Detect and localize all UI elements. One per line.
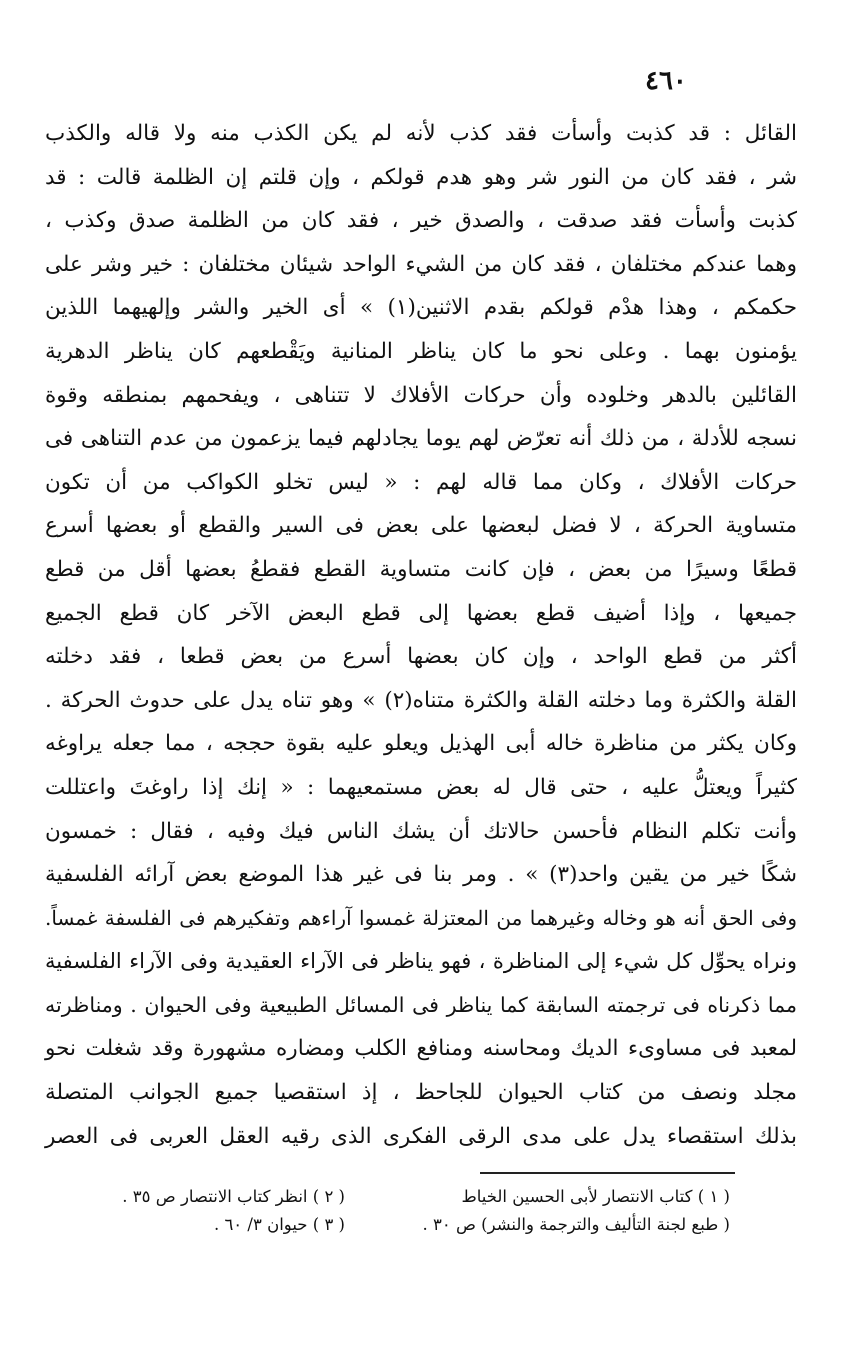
text-line: بذلك استقصاء يدل على مدى الرقى الفكرى الذى رقيه العقل العربى فى العصر bbox=[45, 1123, 797, 1149]
text-line: كثيراً ويعتلُّ عليه ، حتى قال له بعض مستمعيهما : « إنك إذا راوغتَ واعتللت bbox=[45, 774, 797, 800]
text-line: شر ، فقد كان من النور شر وهو هدم قولكم ، وإن قلتم إن الظلمة قالت : قد bbox=[45, 164, 797, 190]
text-line: حركات الأفلاك ، وكان مما قاله لهم : « ليس تخلو الكواكب من أن تكون bbox=[45, 469, 797, 495]
footnotes bbox=[70, 1183, 730, 1253]
text-line: حكمكم ، وهذا هدْم قولكم بقدم الاثنين(١) » أى الخير والشر وإلهيهما اللذين bbox=[45, 295, 797, 321]
text-line: وكان يكثر من مناظرة خاله أبى الهذيل ويعلو عليه بقوة حججه ، مما جعله يراوغه bbox=[45, 731, 797, 757]
text-line: كذبت وأسأت فقد صدقت ، والصدق خير ، فقد كان من الظلمة صدق وكذب ، bbox=[45, 208, 797, 234]
footnote-line: ( ١ ) كتاب الانتصار لأبى الحسين الخياط bbox=[461, 1187, 730, 1206]
text-line: نسجه للأدلة ، من ذلك أنه تعرّض لهم يوما يجادلهم فيما يزعمون من عدم التناهى فى bbox=[45, 426, 797, 452]
text-line: لمعبد فى مساوىء الديك ومحاسنه ومنافع الكلب ومضاره مشهورة وقد شغلت نحو bbox=[45, 1036, 797, 1062]
text-line: القائل : قد كذبت وأسأت فقد كذب لأنه لم يكن الكذب منه ولا قاله والكذب bbox=[45, 121, 797, 146]
text-line: ونراه يحوِّل كل شيء إلى المناظرة ، فهو يناظر فى الآراء العقيدية وفى الآراء الفلسفية bbox=[45, 949, 797, 974]
footnote-line: ( ٢ ) انظر كتاب الانتصار ص ٣٥ . bbox=[122, 1187, 345, 1206]
text-line: يؤمنون بهما . وعلى نحو ما كان يناظر المنانية ويَقْطعهم كان يناظر الدهرية bbox=[45, 338, 797, 364]
text-line: جميعها ، وإذا أضيف قطع بعضها إلى قطع البعض الآخر كان قطع الجميع bbox=[45, 600, 797, 626]
text-line: متساوية الحركة ، لا فضل لبعضها على بعض فى السير والقطع أو بعضها أسرع bbox=[45, 513, 797, 539]
text-line: مما ذكرناه فى ترجمته السابقة كما يناظر فى المسائل الطبيعية وفى الحيوان . ومناظرته bbox=[45, 992, 797, 1017]
main-text bbox=[45, 112, 797, 1158]
footnote-line: ( ٣ ) حيوان ٣/ ٦٠ . bbox=[213, 1215, 345, 1234]
footnotes-right-column bbox=[410, 1183, 730, 1239]
text-line: القائلين بالدهر وخلوده وأن حركات الأفلاك لا تتناهى ، ويفحمهم بمنطقه وقوة bbox=[45, 382, 797, 408]
text-line: وفى الحق أنه هو وخاله وغيرهما من المعتزلة غمسوا آراءهم وتفكيرهم فى الفلسفة غمساً. bbox=[45, 905, 797, 930]
text-line: القلة والكثرة وما دخلته القلة والكثرة متناه(٢) » وهو تناه يدل على حدوث الحركة . bbox=[45, 687, 798, 713]
text-line: وأنت تكلم النظام فأحسن حالاتك أن يشك الناس فيك وفيه ، فقال : خمسون bbox=[45, 818, 797, 844]
text-line: مجلد ونصف من كتاب الحيوان للجاحظ ، إذ استقصيا جميع الجوانب المتصلة bbox=[45, 1080, 797, 1106]
text-line: أكثر من قطع الواحد ، وإن كان بعضها أسرع من بعض قطعا ، فقد دخلته bbox=[45, 644, 797, 670]
text-line: وهما عندكم مختلفان ، فقد كان من الشيء الواحد شيئان مختلفان : خير وشر على bbox=[45, 251, 797, 277]
text-line: قطعًا وسيرًا من بعض ، فإن كانت متساوية القطع فقطعُ بعضها أقل من قطع bbox=[45, 556, 797, 582]
page-number: ٤٦٠ bbox=[645, 66, 687, 96]
footnotes-left-column bbox=[70, 1183, 345, 1239]
text-line: شكًا خير من يقين واحد(٣) » . ومر بنا فى غير هذا الموضع بعض آرائه الفلسفية bbox=[45, 862, 797, 888]
footnote-line: ( طبع لجنة التأليف والترجمة والنشر) ص ٣٠ . bbox=[422, 1215, 730, 1234]
footnote-divider bbox=[480, 1172, 735, 1174]
